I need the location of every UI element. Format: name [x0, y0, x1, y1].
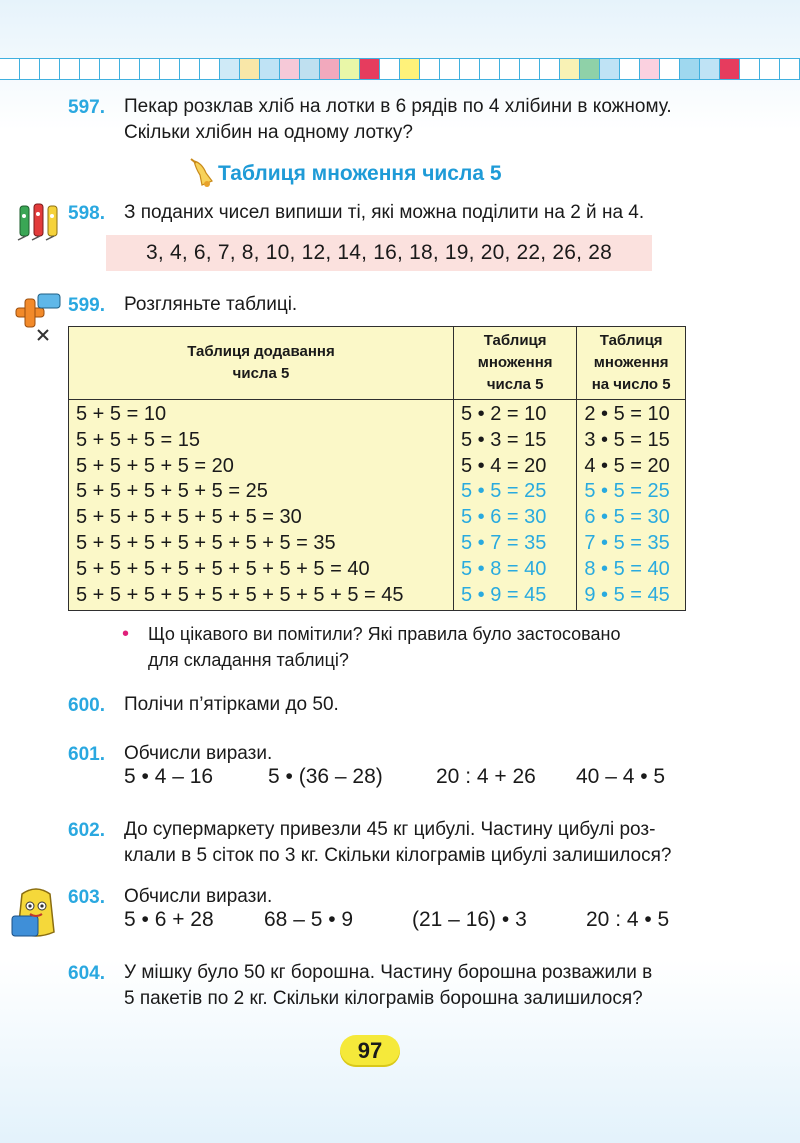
backpack-icon	[8, 886, 64, 942]
strip-square	[520, 58, 540, 80]
table-row: 5 • 5 = 25	[460, 480, 547, 503]
header-multiplication-of	[453, 327, 576, 400]
strip-square	[680, 58, 700, 80]
strip-square	[280, 58, 300, 80]
bell-icon	[188, 157, 218, 189]
table-row: 5 • 4 = 20	[460, 454, 547, 477]
pencils-icon	[14, 200, 68, 244]
strip-square	[80, 58, 100, 80]
discussion-line2: для складання таблиці?	[148, 650, 349, 670]
strip-square	[220, 58, 240, 80]
header-multiplication-by	[577, 327, 686, 400]
exercise-604-text	[124, 960, 652, 1012]
exercise-number-603: 603.	[68, 887, 105, 908]
table-row: 5 + 5 + 5 + 5 + 5 = 25	[76, 480, 268, 503]
table-row: 5 + 5 + 5 + 5 + 5 + 5 + 5 = 35	[76, 531, 336, 554]
expression: 40 – 4 • 5	[576, 765, 666, 788]
table-body-row	[69, 400, 686, 611]
header-text: числа 5	[232, 365, 290, 382]
multiplication-table	[68, 326, 686, 611]
bullet-dot: •	[122, 623, 130, 645]
exercise-603-text: Обчисли вирази.	[124, 886, 273, 907]
exercise-604-line2: 5 пакетів по 2 кг. Скільки кілограмів борошна залишилося?	[124, 988, 643, 1009]
header-text: Таблиця	[599, 332, 663, 349]
table-row: 5 + 5 = 10	[76, 403, 167, 425]
strip-square	[500, 58, 520, 80]
strip-square	[760, 58, 780, 80]
decorative-square-strip	[0, 58, 800, 82]
strip-square	[360, 58, 380, 80]
strip-square	[400, 58, 420, 80]
exercise-600-text: Полічи п’ятірками до 50.	[124, 694, 339, 715]
strip-square	[700, 58, 720, 80]
header-text: множення	[593, 354, 669, 371]
number-list-box: 3, 4, 6, 7, 8, 10, 12, 14, 16, 18, 19, 20, 22, 26, 28	[106, 235, 652, 271]
strip-square	[120, 58, 140, 80]
strip-square	[20, 58, 40, 80]
exercise-604-line1: У мішку було 50 кг борошна. Частину борошна розважили в	[124, 962, 653, 983]
strip-square	[580, 58, 600, 80]
strip-square	[100, 58, 120, 80]
page-number: 97	[340, 1035, 400, 1067]
strip-square	[460, 58, 480, 80]
expression: 5 • 6 + 28	[124, 908, 214, 931]
exercise-number-601: 601.	[68, 744, 105, 765]
header-text: Таблиця додавання	[187, 343, 335, 360]
strip-square	[420, 58, 440, 80]
strip-square	[660, 58, 680, 80]
exercise-602-text	[124, 817, 671, 869]
strip-square	[180, 58, 200, 80]
expression: 5 • 4 – 16	[124, 765, 214, 788]
multiplication-by-5-column	[577, 400, 686, 611]
discussion-line1: Що цікавого ви помітили? Які правила було застосовано	[148, 624, 621, 644]
strip-square	[620, 58, 640, 80]
table-row: 8 • 5 = 40	[584, 557, 670, 580]
strip-square	[200, 58, 220, 80]
strip-square	[720, 58, 740, 80]
header-addition	[69, 327, 454, 400]
table-row: 3 • 5 = 15	[584, 428, 670, 451]
header-text: числа 5	[486, 376, 544, 393]
multiplication-of-5-column	[453, 400, 576, 611]
table-row: 5 • 3 = 15	[460, 428, 547, 451]
exercise-599-text: Розгляньте таблиці.	[124, 294, 298, 315]
strip-square	[240, 58, 260, 80]
table-row: 5 + 5 + 5 + 5 + 5 + 5 = 30	[76, 506, 302, 529]
header-text: Таблиця	[483, 332, 547, 349]
exercise-number-600: 600.	[68, 695, 105, 716]
strip-square	[440, 58, 460, 80]
expression: 20 : 4 + 26	[436, 765, 536, 788]
expression: 5 • (36 – 28)	[268, 765, 383, 788]
expression: (21 – 16) • 3	[412, 908, 527, 931]
table-row: 5 • 2 = 10	[460, 403, 547, 425]
section-title: Таблиця множення числа 5	[218, 162, 502, 185]
exercise-602-line2: клали в 5 сіток по 3 кг. Скільки кілограмів цибулі залишилося?	[124, 845, 672, 866]
exercise-602-line1: До супермаркету привезли 45 кг цибулі. Частину цибулі роз-	[124, 819, 656, 840]
strip-square	[60, 58, 80, 80]
exercise-601-text: Обчисли вирази.	[124, 743, 273, 764]
strip-square	[260, 58, 280, 80]
exercise-number-599: 599.	[68, 295, 105, 316]
strip-square	[540, 58, 560, 80]
strip-square	[560, 58, 580, 80]
exercise-597-text	[124, 94, 672, 146]
table-row: 9 • 5 = 45	[584, 583, 670, 606]
strip-square	[160, 58, 180, 80]
strip-square	[640, 58, 660, 80]
strip-square	[300, 58, 320, 80]
table-row: 5 • 9 = 45	[460, 583, 547, 606]
exercise-number-602: 602.	[68, 820, 105, 841]
addition-column	[69, 400, 454, 611]
discussion-question	[148, 621, 688, 673]
exercise-number-604: 604.	[68, 963, 105, 984]
strip-square	[740, 58, 760, 80]
header-text: на число 5	[591, 376, 671, 393]
table-row: 5 • 5 = 25	[584, 480, 670, 503]
table-row: 5 + 5 + 5 + 5 = 20	[76, 454, 234, 477]
strip-square	[0, 58, 20, 80]
strip-square	[380, 58, 400, 80]
expression: 68 – 5 • 9	[264, 908, 354, 931]
header-text: множення	[477, 354, 553, 371]
strip-square	[340, 58, 360, 80]
strip-square	[140, 58, 160, 80]
exercise-597-line1: Пекар розклав хліб на лотки в 6 рядів по 4 хлібини в кожному.	[124, 96, 672, 117]
strip-square	[600, 58, 620, 80]
table-row: 6 • 5 = 30	[584, 506, 670, 529]
strip-square	[480, 58, 500, 80]
strip-square	[40, 58, 60, 80]
table-row: 5 • 7 = 35	[460, 531, 547, 554]
table-row: 2 • 5 = 10	[584, 403, 670, 425]
table-row: 7 • 5 = 35	[584, 531, 670, 554]
exercise-597-line2: Скільки хлібин на одному лотку?	[124, 122, 413, 143]
exercise-number-597: 597.	[68, 97, 105, 118]
strip-square	[780, 58, 800, 80]
exercise-601-expressions	[124, 765, 665, 789]
table-row: 5 + 5 + 5 = 15	[76, 428, 200, 451]
exercise-598-text: З поданих чисел випиши ті, які можна поділити на 2 й на 4.	[124, 202, 645, 223]
math-symbols-icon	[8, 290, 66, 344]
table-row: 5 + 5 + 5 + 5 + 5 + 5 + 5 + 5 + 5 = 45	[76, 583, 404, 606]
table-row: 5 + 5 + 5 + 5 + 5 + 5 + 5 + 5 = 40	[76, 557, 370, 580]
exercise-number-598: 598.	[68, 203, 105, 224]
table-row: 4 • 5 = 20	[584, 454, 670, 477]
table-row: 5 • 6 = 30	[460, 506, 547, 529]
expression: 20 : 4 • 5	[586, 908, 670, 931]
exercise-603-expressions	[124, 908, 669, 932]
strip-square	[320, 58, 340, 80]
table-header-row	[69, 327, 686, 400]
table-row: 5 • 8 = 40	[460, 557, 547, 580]
